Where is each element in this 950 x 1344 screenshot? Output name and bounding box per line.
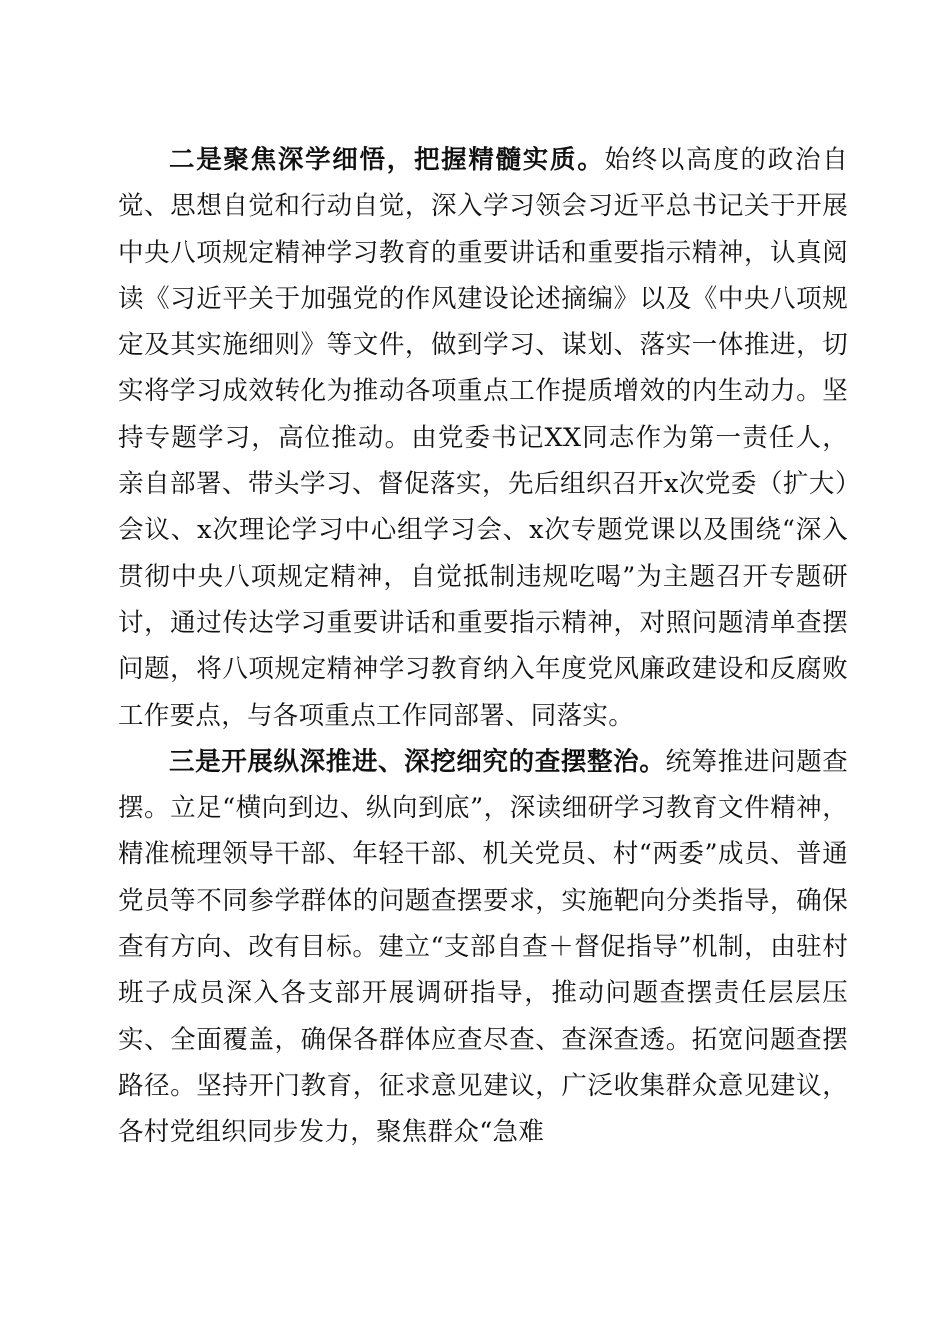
paragraph-three — [118, 739, 848, 1156]
paragraph-two-heading: 二是聚焦深学细悟，把握精髓实质。 — [169, 145, 605, 175]
paragraph-three-body: 统筹推进问题查摆。立足“横向到边、纵向到底”，深读细研学习教育文件精神，精准梳理领导干部、年轻干部、机关党员、村“两委”成员、普通党员等不同参学群体的问题查摆要求，实施靶向分类指导，确保查有方向、改有目标。建立“支部自查＋督促指导”机制，由驻村班子成员深入各支部开展调研指导，推动问题查摆责任层层压实、全面覆盖，确保各群体应查尽查、查深查透。拓宽问题查摆路径。坚持开门教育，征求意见建议，广泛收集群众意见建议，各村党组织同步发力，聚焦群众“急难 — [118, 746, 849, 1148]
document-body — [118, 137, 848, 1156]
paragraph-two — [118, 137, 848, 739]
paragraph-three-heading: 三是开展纵深推进、深挖细究的查摆整治。 — [169, 746, 666, 777]
paragraph-two-body: 始终以高度的政治自觉、思想自觉和行动自觉，深入学习领会习近平总书记关于开展中央八项规定精神学习教育的重要讲话和重要指示精神，认真阅读《习近平关于加强党的作风建设论述摘编》以及《中央八项规定及其实施细则》等文件，做到学习、谋划、落实一体推进，切实将学习成效转化为推动各项重点工作提质增效的内生动力。坚持专题学习，高位推动。由党委书记XX同志作为第一责任人，亲自部署、带头学习、督促落实，先后组织召开x次党委（扩大）会议、x次理论学习中心组学习会、x次专题党课以及围绕“深入贯彻中央八项规定精神，自觉抵制违规吃喝”为主题召开专题研讨，通过传达学习重要讲话和重要指示精神，对照问题清单查摆问题，将八项规定精神学习教育纳入年度党风廉政建设和反腐败工作要点，与各项重点工作同部署、同落实。 — [118, 145, 848, 731]
